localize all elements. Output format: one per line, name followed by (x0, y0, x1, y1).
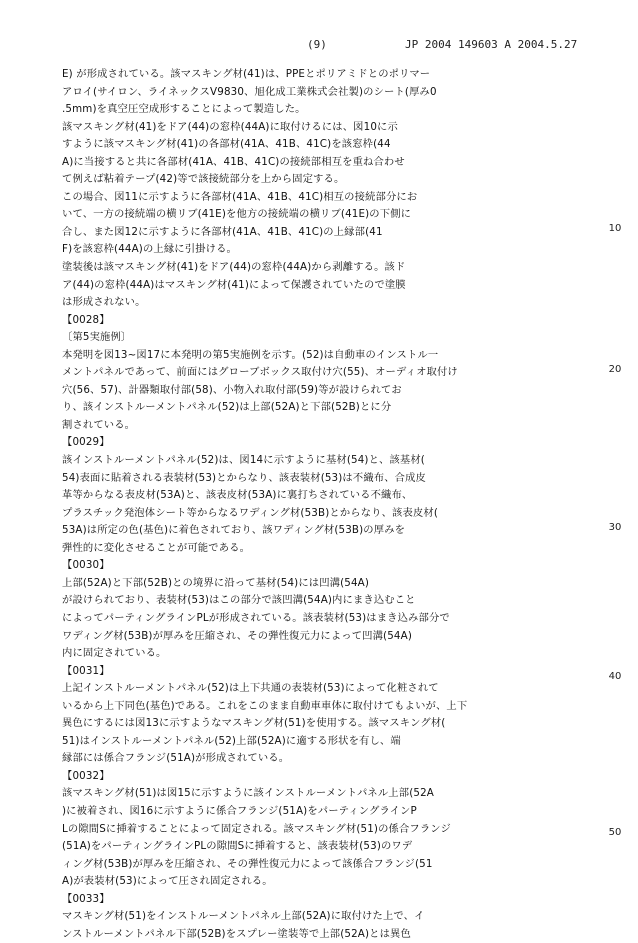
text-line: 合し、また図12に示すように各部材(41A、41B、41C)の上縁部(41 (62, 225, 383, 238)
line-number: 30 (608, 522, 622, 533)
text-line: .5mm)を真空圧空成形することによって製造した。 (62, 103, 306, 116)
document-body (62, 66, 578, 943)
paragraph-number: 【0030】 (62, 559, 110, 572)
line-number: 40 (608, 671, 622, 682)
text-line: プラスチック発泡体シート等からなるワディング材(53B)とからなり、該表皮材( (62, 506, 439, 519)
text-line: によってパーティングラインPLが形成されている。該表装材(53)はまき込み部分で (62, 611, 450, 624)
line-number: 50 (608, 827, 622, 838)
text-line: Lの隙間Sに挿着することによって固定される。該マスキング材(51)の係合フランジ (62, 822, 451, 835)
text-line: 該インストルーメントパネル(52)は、図14に示すように基材(54)と、該基材( (62, 454, 425, 467)
text-line: 該マスキング材(41)をドア(44)の窓枠(44A)に取付けるには、図10に示 (62, 120, 398, 133)
text-line: 革等からなる表皮材(53A)と、該表皮材(53A)に裏打ちされている不織布、 (62, 489, 413, 502)
text-line: マスキング材(51)をインストルーメントパネル上部(52A)に取付けた上で、イ (62, 910, 425, 923)
text-line: F)を該窓枠(44A)の上縁に引掛ける。 (62, 243, 237, 256)
text-line: アロイ(サイロン、ライネックスV9830、旭化成工業株式会社製)のシート(厚み0 (62, 85, 437, 98)
paragraph-number: 【0029】 (62, 436, 110, 449)
text-line: メントパネルであって、前面にはグローブボックス取付け穴(55)、オーディオ取付け (62, 366, 458, 379)
text-line: (51A)をパーティングラインPLの隙間Sに挿着すると、該表装材(53)のワデ (62, 840, 413, 853)
section-heading: 〔第5実施例〕 (62, 331, 132, 344)
text-line: 51)はインストルーメントパネル(52)上部(52A)に適する形状を有し、端 (62, 734, 401, 747)
text-line: て例えば粘着テープ(42)等で該接続部分を上から固定する。 (62, 173, 345, 186)
text-line: 53A)は所定の色(基色)に着色されており、該ワディング材(53B)の厚みを (62, 524, 406, 537)
text-line: 内に固定されている。 (62, 647, 167, 660)
text-line: 本発明を図13~図17に本発明の第5実施例を示す。(52)は自動車のインストル一 (62, 348, 439, 361)
line-number: 20 (608, 364, 622, 375)
text-line: 弾性的に変化させることが可能である。 (62, 541, 251, 554)
paragraph-number: 【0031】 (62, 664, 110, 677)
text-line: は形成されない。 (62, 296, 146, 309)
text-line: A)が表装材(53)によって圧され固定される。 (62, 875, 273, 888)
text-line: E) が形成されている。該マスキング材(41)は、PPEとポリアミドとのポリマー (62, 68, 431, 80)
paragraph-number: 【0032】 (62, 769, 110, 782)
line-number: 10 (608, 223, 622, 234)
paragraph-number: 【0033】 (62, 892, 110, 905)
text-line: 上記インストルーメントパネル(52)は上下共通の表装材(53)によって化粧されて (62, 682, 439, 695)
text-line: 該マスキング材(51)は図15に示すように該インストルーメントパネル上部(52A (62, 787, 434, 800)
text-line: ワディング材(53B)が厚みを圧縮され、その弾性復元力によって凹溝(54A) (62, 629, 412, 642)
text-line: が設けられており、表装材(53)はこの部分で該凹溝(54A)内にまき込むこと (62, 594, 416, 607)
text-line: この場合、図11に示すように各部材(41A、41B、41C)相互の接続部分にお (62, 190, 418, 203)
document-id: JP 2004 149603 A 2004.5.27 (405, 38, 578, 51)
text-line: 割されている。 (62, 418, 136, 431)
text-line: ア(44)の窓枠(44A)はマスキング材(41)によって保護されていたので塗膜 (62, 278, 406, 291)
text-line: ィング材(53B)が厚みを圧縮され、その弾性復元力によって該係合フランジ(51 (62, 857, 433, 870)
text-line: A)に当接すると共に各部材(41A、41B、41C)の接続部相互を重ね合わせ (62, 155, 405, 168)
page-number: (9) (307, 38, 327, 51)
text-line: 塗装後は該マスキング材(41)をドア(44)の窓枠(44A)から剥離する。該ド (62, 261, 406, 274)
text-line: すように該マスキング材(41)の各部材(41A、41B、41C)を該窓枠(44 (62, 138, 391, 151)
text-line: いるから上下同色(基色)である。これをこのまま自動車車体に取付けてもよいが、上下 (62, 699, 468, 712)
text-line: )に被着され、図16に示すように係合フランジ(51A)をパーティングラインP (62, 804, 417, 817)
paragraph-number: 【0028】 (62, 313, 110, 326)
text-line: り、該インストルーメントパネル(52)は上部(52A)と下部(52B)とに分 (62, 401, 392, 414)
text-line: ンストルーメントパネル下部(52B)をスプレー塗装等で上部(52A)とは異色 (62, 927, 411, 940)
text-line: いて、一方の接続端の横リブ(41E)を他方の接続端の横リブ(41E)の下側に (62, 208, 412, 221)
text-line: 54)表面に貼着される表装材(53)とからなり、該表装材(53)は不織布、合成皮 (62, 471, 427, 484)
text-line: 縁部には係合フランジ(51A)が形成されている。 (62, 752, 290, 765)
text-line: 上部(52A)と下部(52B)との境界に沿って基材(54)には凹溝(54A) (62, 576, 370, 589)
text-line: 穴(56、57)、計器類取付部(58)、小物入れ取付部(59)等が設けられてお (62, 383, 402, 396)
text-line: 異色にするには図13に示すようなマスキング材(51)を使用する。該マスキング材( (62, 717, 446, 730)
